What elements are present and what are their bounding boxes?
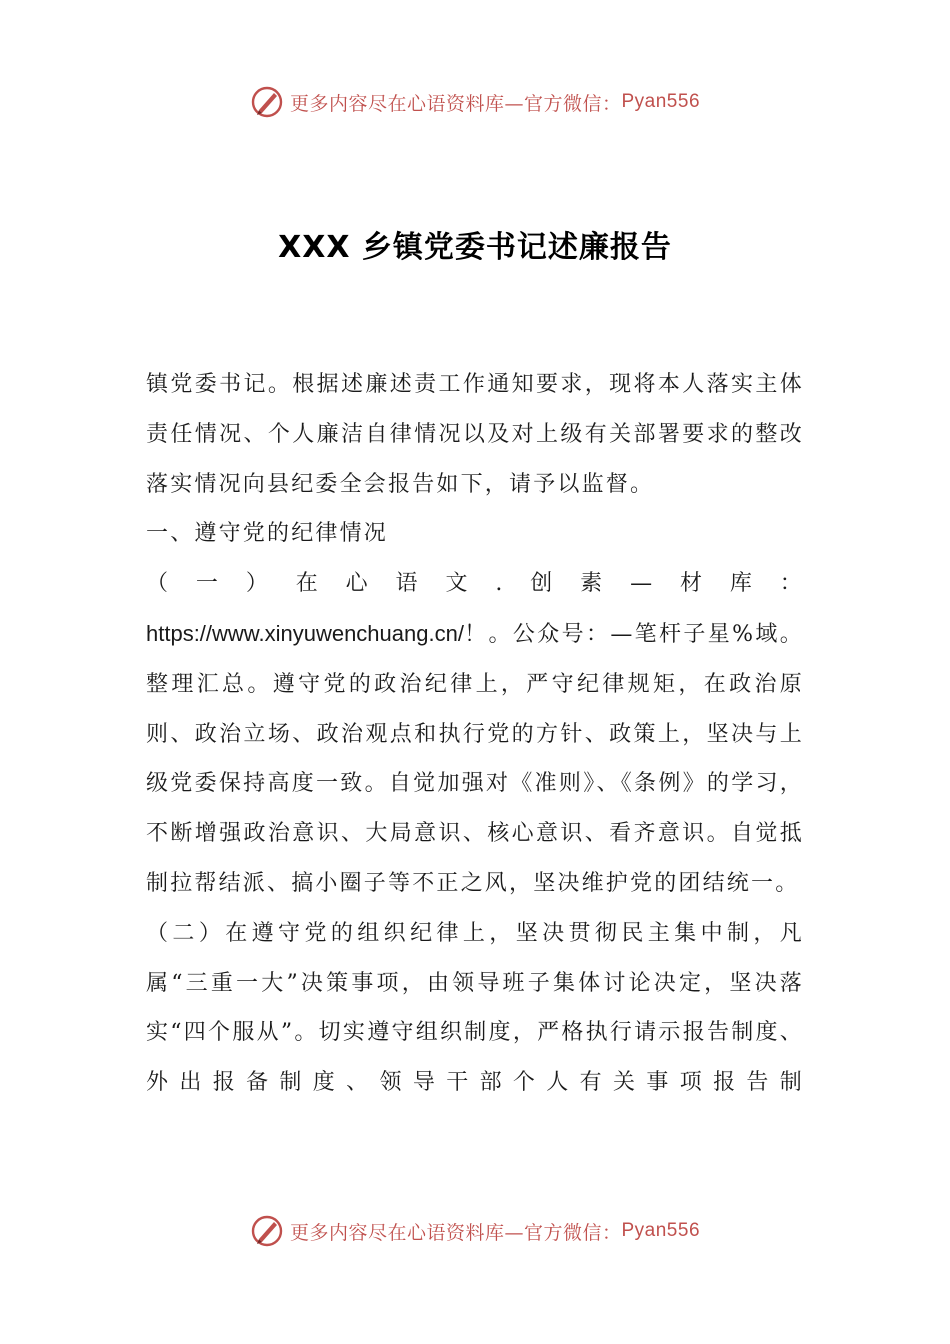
banner-wechat-id: Pyan556	[621, 91, 701, 112]
paragraph-political-discipline-text: ！。公众号：—笔杆子星%域。整理汇总。遵守党的政治纪律上，严守纪律规矩，在政治原则、政治立场、政治观点和执行党的方针、政策上，坚决与上级党委保持高度一致。自觉加强对《准则》、《条例》的学习，不断增强政治意识、大局意识、核心意识、看齐意识。自觉抵制拉帮结派、搞小圈子等不正之风，坚决维护党的团结统一。	[146, 621, 804, 896]
paragraph-political-discipline	[146, 559, 804, 909]
banner-wechat-id: Pyan556	[621, 1220, 701, 1241]
document-body	[146, 360, 804, 1108]
document-title: XXX 乡镇党委书记述廉报告	[278, 230, 672, 265]
subsection-label: （一）在心语文.创素—材库：	[146, 571, 804, 597]
paragraph-intro: 镇党委书记。根据述廉述责工作通知要求，现将本人落实主体责任情况、个人廉洁自律情况以及对上级有关部署要求的整改落实情况向县纪委全会报告如下，请予以监督。	[146, 372, 804, 497]
banner-text: 更多内容尽在心语资料库—官方微信：	[289, 1221, 622, 1244]
pen-in-circle-icon	[250, 1214, 284, 1248]
pen-in-circle-icon	[250, 85, 284, 119]
banner-text: 更多内容尽在心语资料库—官方微信：	[289, 92, 622, 115]
source-url-link[interactable]: https://www.xinyuwenchuang.cn/	[146, 620, 464, 646]
footer-banner	[0, 1211, 950, 1251]
header-banner	[0, 82, 950, 122]
section-heading: 一、遵守党的纪律情况	[146, 521, 389, 547]
paragraph-organization-discipline: （二）在遵守党的组织纪律上，坚决贯彻民主集中制，凡属“三重一大”决策事项，由领导班子集体讨论决定，坚决落实“四个服从”。切实遵守组织制度，严格执行请示报告制度、外出报备制度、领导干部个人有关事项报告制	[146, 920, 804, 1096]
